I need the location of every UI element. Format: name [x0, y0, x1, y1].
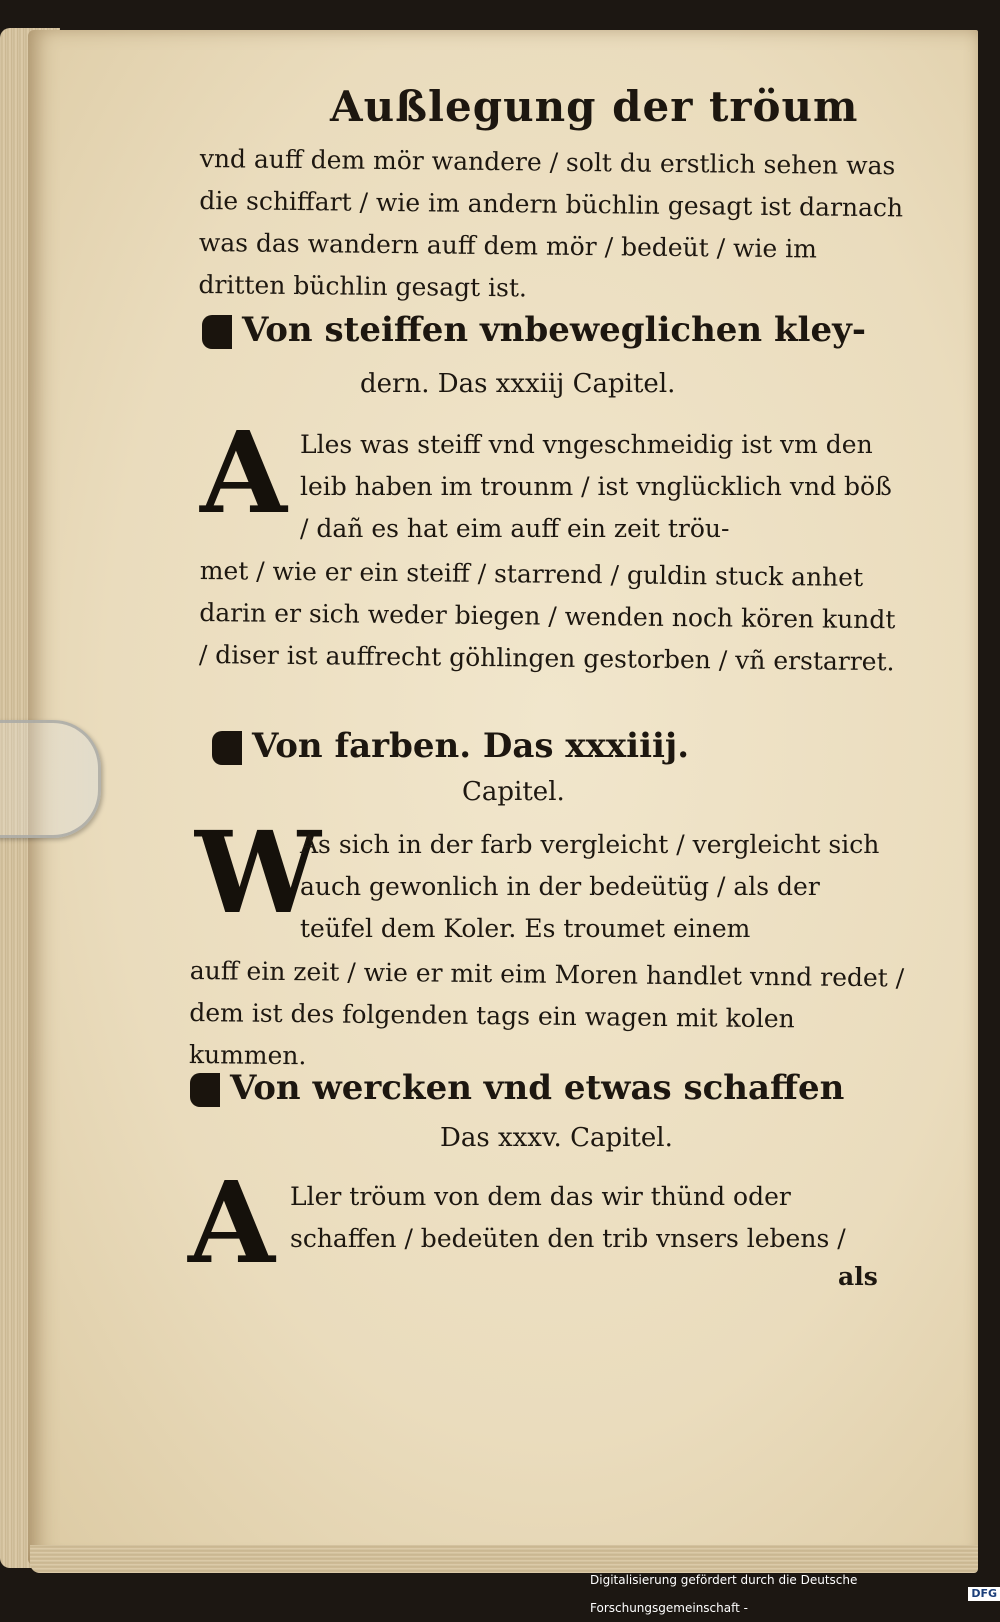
decorated-initial-A-2: A — [188, 1158, 275, 1289]
chapter-heading-34 — [212, 724, 689, 768]
pilcrow-icon — [190, 1073, 220, 1107]
chapter-35-first-lines: Ller tröum von dem das wir thünd oder schaffen / bedeüten den trib vnsers lebens / — [290, 1182, 846, 1253]
chapter-33-body: met / wie er ein steiff / starrend / guldin stuck anhet darin er sich weder biegen / wenden noch kören kundt / diser ist auffrecht göhlingen gestorben / vñ erstarret. — [198, 555, 896, 677]
chapter-subheading-35: Das xxxv. Capitel. — [440, 1123, 673, 1153]
running-head: Außlegung der tröum — [330, 82, 859, 131]
footer — [590, 1573, 1000, 1615]
chapter-heading-35-text: Von wercken vnd etwas schaffen — [230, 1068, 845, 1108]
chapter-34-body: auff ein zeit / wie er mit eim Moren handlet vnnd redet / dem ist des folgenden tags ein wagen mit kolen kummen. — [188, 955, 905, 1071]
paragraph-1: vnd auff dem mör wandere / solt du erstlich sehen was die schiffart / wie im andern büchlin gesagt ist darnach was das wandern auff dem mör / bedeüt / wie im dritten büchlin gesagt ist. — [198, 143, 904, 303]
pilcrow-icon — [212, 731, 242, 765]
chapter-heading-33 — [202, 308, 866, 352]
decorated-initial-A: A — [200, 408, 287, 539]
chapter-heading-34-text: Von farben. Das xxxiiij. — [252, 726, 690, 766]
decorated-initial-W: W — [195, 808, 321, 939]
dfg-logo-icon: DFG — [968, 1587, 1000, 1601]
chapter-heading-33-text: Von steiffen vnbeweglichen kley- — [242, 310, 866, 350]
chapter-subheading-34: Capitel. — [462, 777, 565, 807]
chapter-heading-35 — [190, 1066, 844, 1110]
pilcrow-icon — [202, 315, 232, 349]
catchword: als — [838, 1262, 878, 1291]
footer-credit: Digitalisierung gefördert durch die Deutsche Forschungsgemeinschaft - — [590, 1573, 858, 1615]
chapter-subheading-33: dern. Das xxxiij Capitel. — [360, 369, 676, 399]
chapter-33-first-lines: Lles was steiff vnd vngeschmeidig ist vm den leib haben im trounm / ist vnglücklich vnd böß / dañ es hat eim auff ein zeit tröu- — [300, 430, 892, 543]
chapter-34-first-lines: As sich in der farb vergleicht / vergleicht sich auch gewonlich in der bedeütüg / als der teüfel dem Koler. Es troumet einem — [300, 830, 880, 943]
page-clip — [0, 720, 101, 838]
